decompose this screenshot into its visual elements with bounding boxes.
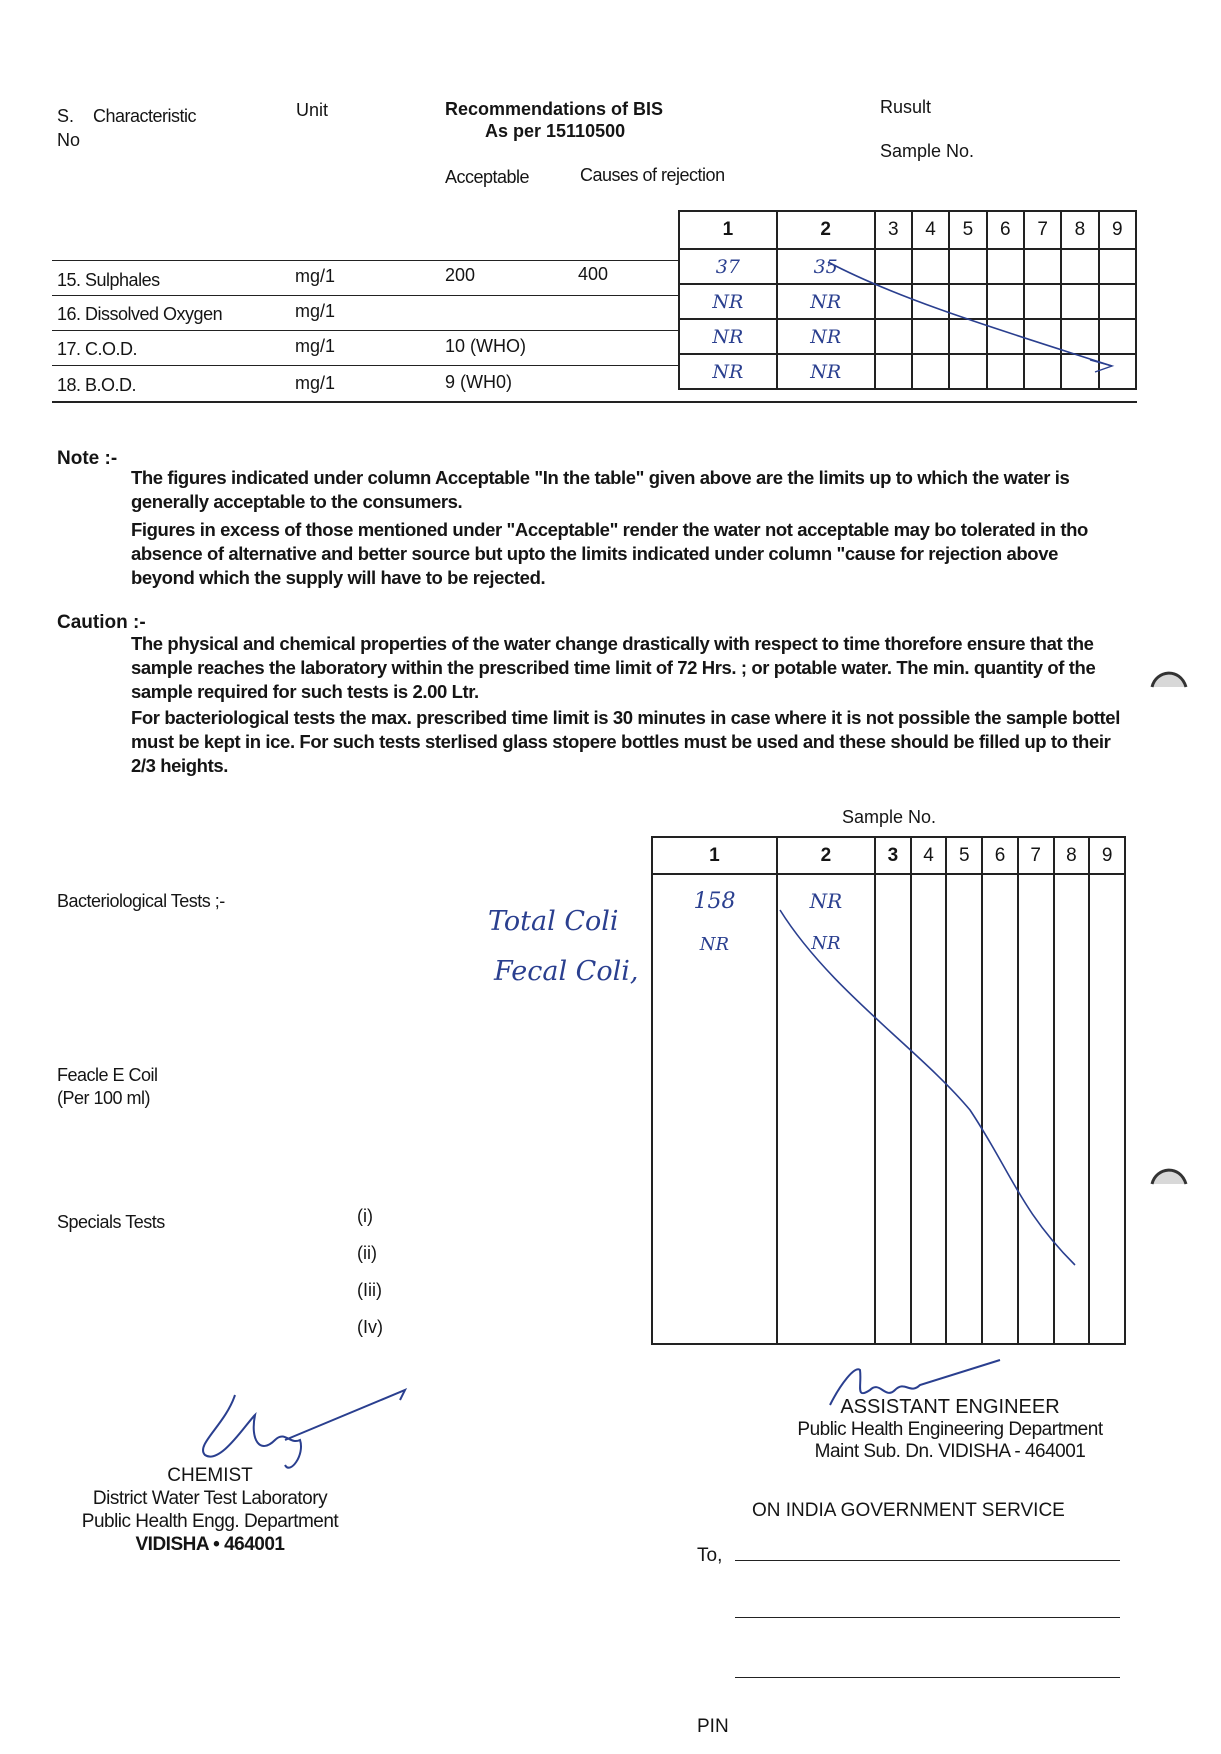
- engineer-line-1: Public Health Engineering Department: [797, 1419, 1103, 1440]
- bacterio-strike-line: [0, 880, 1221, 1280]
- recommendations-subheader: As per 15110500: [485, 121, 626, 141]
- chemist-line-1: District Water Test Laboratory: [92, 1488, 328, 1509]
- chemist-title: CHEMIST: [167, 1465, 253, 1486]
- feacle-e-coil-label: Feacle E Coil: [57, 1065, 158, 1085]
- per-100ml-label: (Per 100 ml): [57, 1088, 151, 1108]
- bacterio-col-9: 9: [1089, 837, 1125, 874]
- unit-header: Unit: [296, 100, 329, 120]
- to-label: To,: [697, 1545, 723, 1566]
- bacterio-col-6: 6: [982, 837, 1018, 874]
- dissolved-oxygen-sample-1: NR: [679, 284, 777, 319]
- fecal-coli-label: Fecal Coli,: [494, 956, 639, 987]
- chem-col-7: 7: [1024, 211, 1061, 249]
- rejection-sulphates: 400: [578, 264, 609, 284]
- chem-col-1: 1: [679, 211, 777, 249]
- acceptable-cod: 10 (WHO): [445, 336, 526, 356]
- chem-col-4: 4: [912, 211, 949, 249]
- address-line-3: [735, 1677, 1120, 1678]
- bacterio-sample-no-label: Sample No.: [842, 807, 937, 827]
- bacterio-col-5: 5: [946, 837, 982, 874]
- punch-hole-icon: [1150, 1162, 1190, 1192]
- total-coli-label: Total Coli: [488, 906, 619, 937]
- sulphates-sample-1: 37: [679, 249, 777, 284]
- pin-label: PIN: [697, 1716, 729, 1737]
- bod-sample-2: NR: [777, 354, 875, 389]
- bacterio-col-3: 3: [875, 837, 911, 874]
- unit-sulphates: mg/1: [295, 266, 336, 286]
- address-line-2: [735, 1617, 1120, 1618]
- caution-heading: Caution :-: [57, 612, 146, 633]
- chemist-line-3: VIDISHA • 464001: [135, 1534, 285, 1555]
- bacterio-col-8: 8: [1054, 837, 1090, 874]
- special-item-iv: (Iv): [357, 1317, 383, 1337]
- chem-strike-line: [0, 0, 1221, 420]
- bacterio-col-2: 2: [777, 837, 875, 874]
- recommendations-header: Recommendations of BIS: [445, 99, 664, 119]
- bacterio-col-7: 7: [1018, 837, 1054, 874]
- fecal-coli-sample-1: NR: [699, 934, 730, 955]
- punch-hole-icon: [1150, 665, 1190, 695]
- row-label-sulphates: 15. Sulphales: [57, 270, 160, 290]
- s-no-label-2: No: [57, 130, 81, 150]
- row-label-dissolved-oxygen: 16. Dissolved Oxygen: [57, 304, 223, 324]
- special-item-iii: (Iii): [357, 1280, 382, 1300]
- caution-paragraph-1: The physical and chemical properties of the water change drastically with respect to time thorefore ensure that the sample reaches the laboratory within the prescribed time limit of 72 Hrs. ; or potable water. The min. quantity of the sample required for such tests is 2.00 Ltr.: [131, 633, 1096, 702]
- note-paragraph-1: The figures indicated under column Acceptable "In the table" given above are the limits up to which the water is generally acceptable to the consumers.: [131, 467, 1070, 512]
- bod-sample-1: NR: [679, 354, 777, 389]
- service-title: ON INDIA GOVERNMENT SERVICE: [752, 1500, 1065, 1521]
- bacterio-col-1: 1: [652, 837, 777, 874]
- row-label-bod: 18. B.O.D.: [57, 375, 137, 395]
- note-heading: Note :-: [57, 448, 118, 469]
- unit-bod: mg/1: [295, 373, 336, 393]
- chemist-line-2: Public Health Engg. Department: [81, 1511, 339, 1532]
- acceptable-bod: 9 (WH0): [445, 372, 512, 392]
- dissolved-oxygen-sample-2: NR: [777, 284, 875, 319]
- acceptable-header: Acceptable: [445, 167, 530, 187]
- unit-dissolved-oxygen: mg/1: [295, 301, 336, 321]
- bacterio-col-4: 4: [911, 837, 947, 874]
- cod-sample-2: NR: [777, 319, 875, 354]
- row-label-cod: 17. C.O.D.: [57, 339, 138, 359]
- special-item-i: (i): [357, 1206, 373, 1226]
- chem-col-3: 3: [875, 211, 912, 249]
- acceptable-sulphates: 200: [445, 265, 476, 285]
- chem-col-8: 8: [1061, 211, 1098, 249]
- bacteriological-tests-label: Bacteriological Tests ;-: [57, 891, 225, 911]
- note-paragraph-2: Figures in excess of those mentioned under "Acceptable" render the water not acceptable may bo tolerated in tho absence of alternative and better source but upto the limits indicated under column "cause for rejection above beyond which the supply will have to be rejected.: [131, 519, 1088, 588]
- chem-col-9: 9: [1099, 211, 1136, 249]
- sample-no-header: Sample No.: [880, 141, 975, 161]
- caution-paragraph-2: For bacteriological tests the max. prescribed time limit is 30 minutes in case where it is not possible the sample bottel must be kept in ice. For such tests sterlised glass stopere bottles must be used and these should be filled up to their 2/3 heights.: [131, 707, 1120, 776]
- chemist-signature: [195, 1385, 415, 1475]
- cod-sample-1: NR: [679, 319, 777, 354]
- unit-cod: mg/1: [295, 336, 336, 356]
- bacterio-sample-header-row: [652, 837, 1125, 874]
- special-item-ii: (ii): [357, 1243, 377, 1263]
- engineer-line-2: Maint Sub. Dn. VIDISHA - 464001: [814, 1441, 1086, 1462]
- special-tests-label: Specials Tests: [57, 1212, 165, 1232]
- chem-col-6: 6: [987, 211, 1024, 249]
- s-no-label: S.: [57, 106, 75, 126]
- characteristic-header: Characteristic: [93, 106, 197, 126]
- result-header: Rusult: [880, 97, 932, 117]
- engineer-title: ASSISTANT ENGINEER: [840, 1396, 1060, 1418]
- fecal-coli-sample-2: NR: [811, 933, 841, 954]
- sulphates-sample-2: 35: [777, 249, 875, 284]
- chem-col-5: 5: [949, 211, 986, 249]
- causes-of-rejection-header: Causes of rejection: [580, 165, 725, 185]
- chem-col-2: 2: [777, 211, 875, 249]
- total-coli-sample-2: NR: [809, 889, 843, 913]
- address-line-1: [735, 1560, 1120, 1561]
- total-coli-sample-1: 158: [693, 889, 736, 914]
